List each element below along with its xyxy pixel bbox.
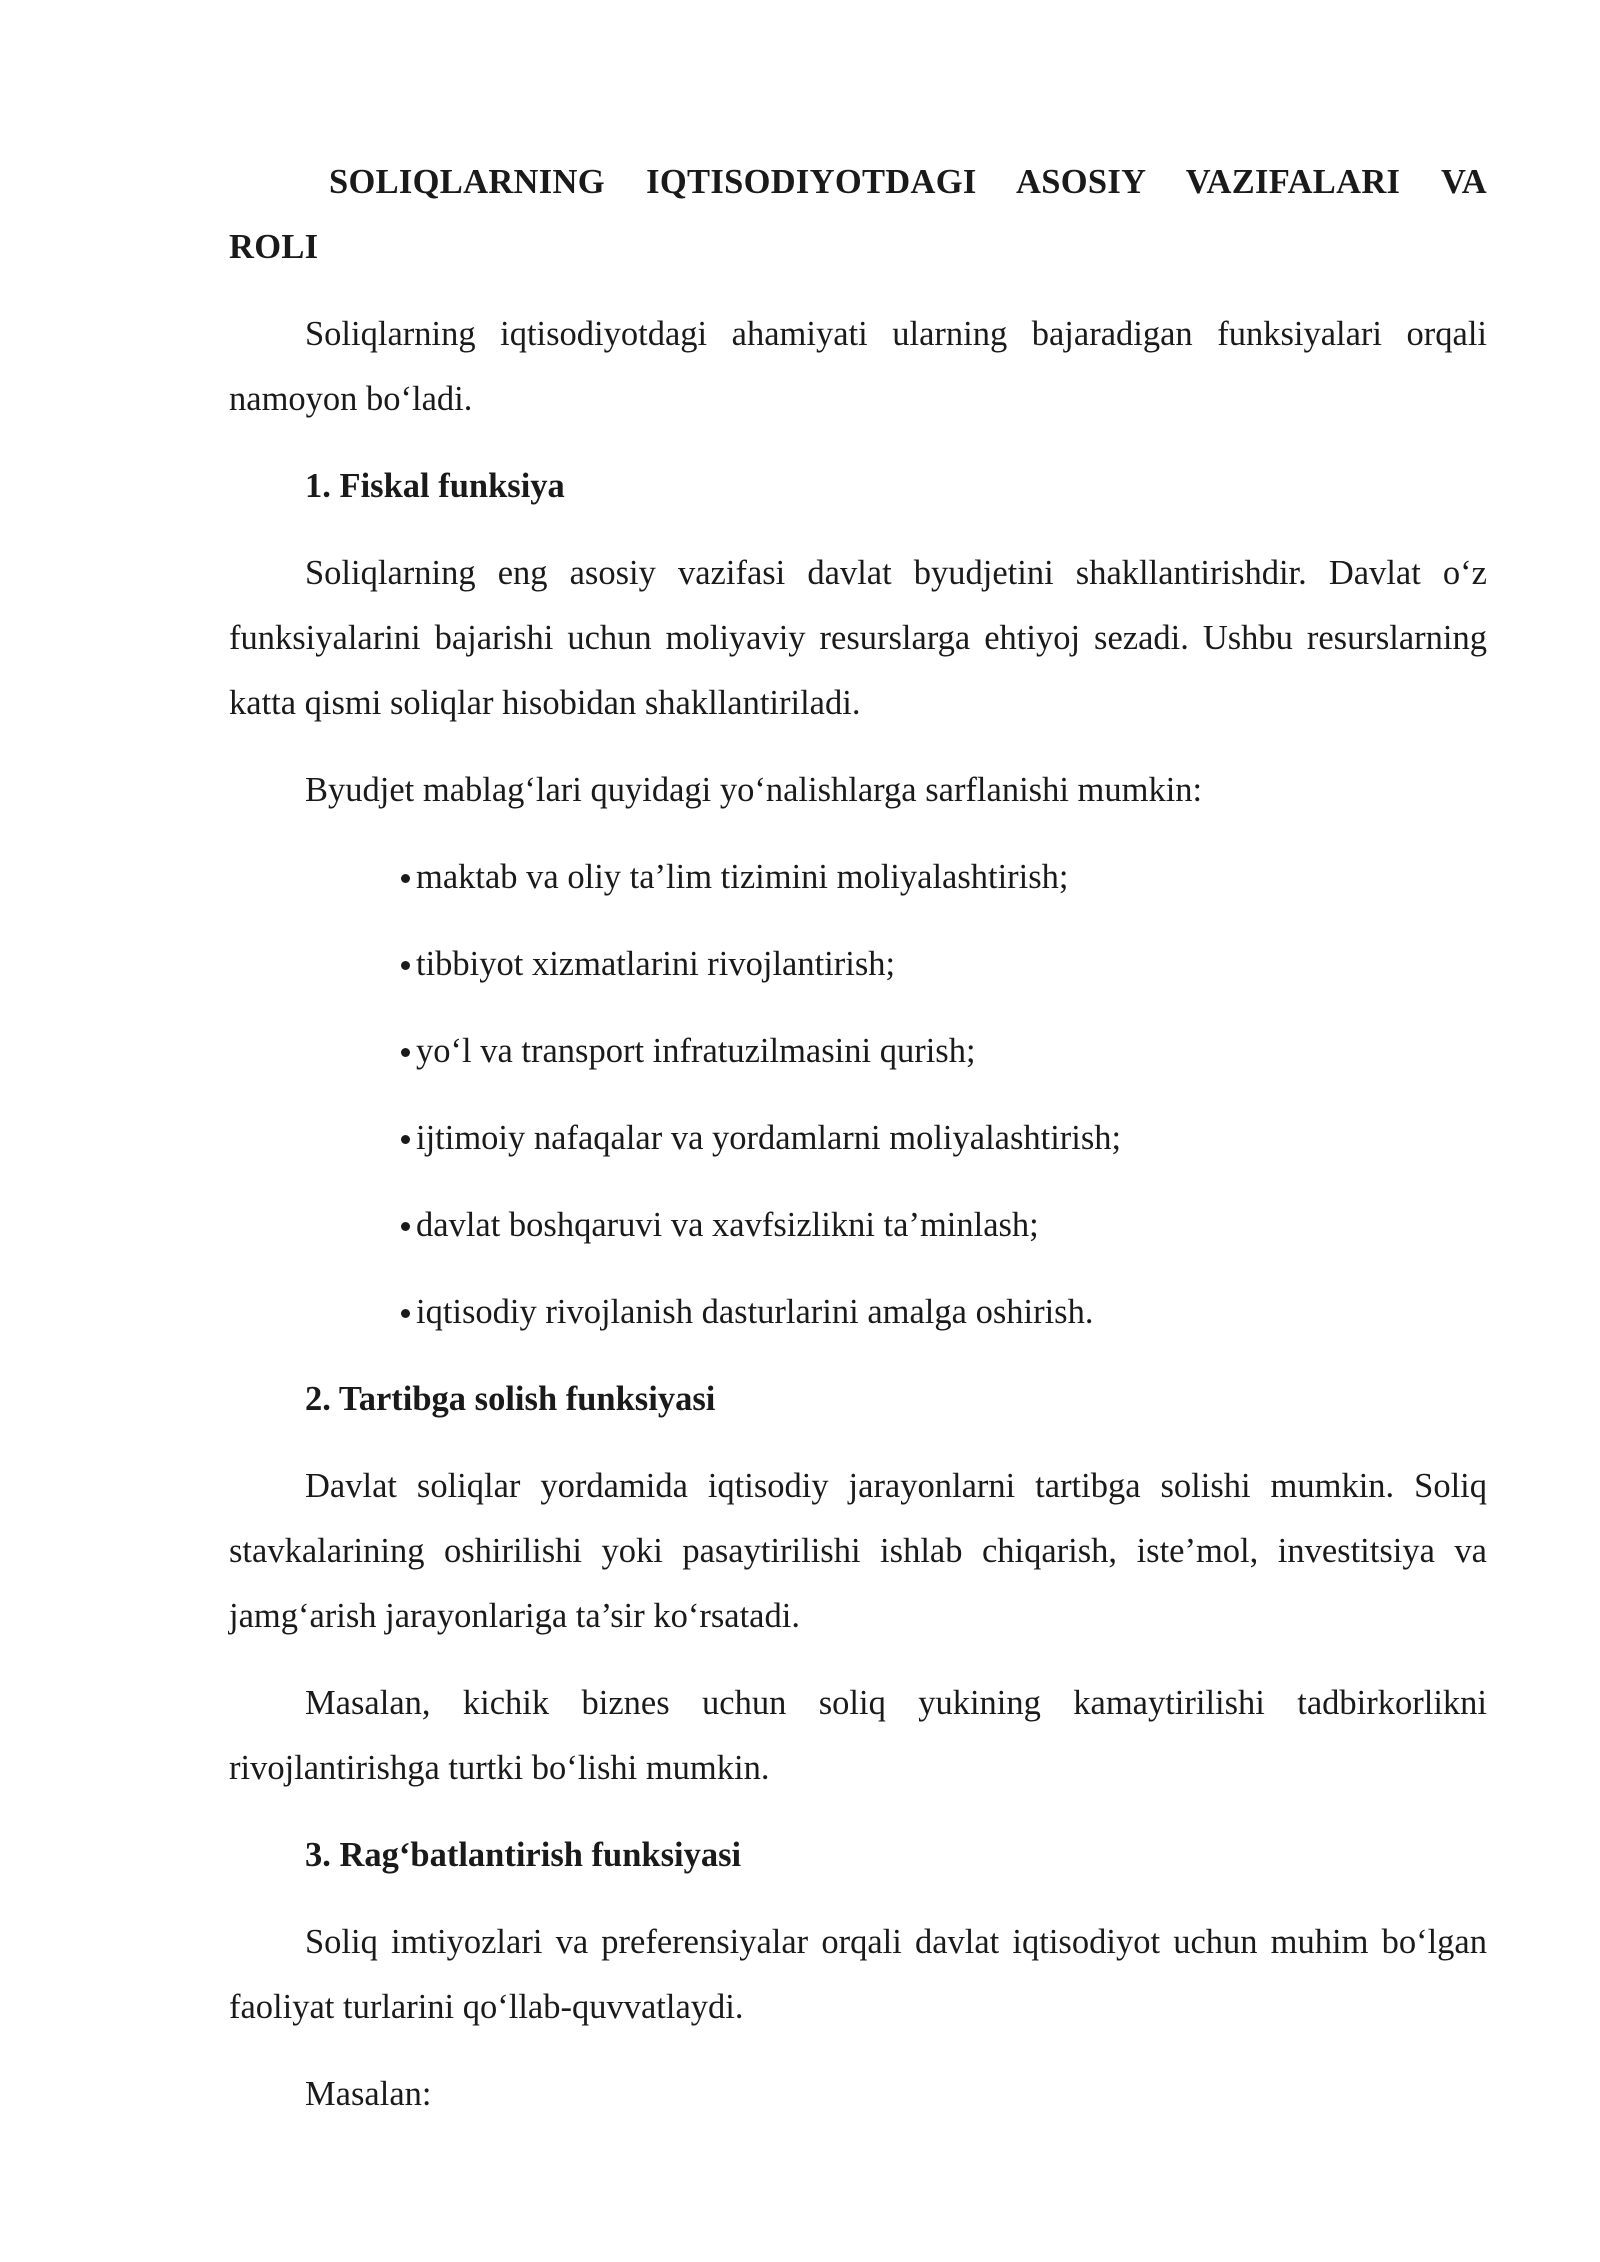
intro-paragraph: Soliqlarning iqtisodiyotdagi ahamiyati ularning bajaradigan funksiyalari orqali namoyon bo‘ladi. xyxy=(229,315,1487,418)
list-item-text: ijtimoiy nafaqalar va yordamlarni moliyalashtirish; xyxy=(416,1119,1122,1157)
list-item-text: tibbiyot xizmatlarini rivojlantirish; xyxy=(416,945,896,983)
bullet-icon xyxy=(401,1222,410,1231)
list-item-text: davlat boshqaruvi va xavfsizlikni ta’minlash; xyxy=(416,1206,1039,1244)
section-heading-fiscal: 1. Fiskal funksiya xyxy=(305,467,565,505)
bullet-icon xyxy=(401,1309,410,1318)
list-item xyxy=(229,1280,1487,1345)
incentive-example-paragraph: Masalan: xyxy=(305,2075,432,2113)
list-item xyxy=(229,932,1487,997)
document-title: SOLIQLARNING IQTISODIYOTDAGI ASOSIY VAZIFALARI VA ROLI xyxy=(229,163,1487,266)
list-item xyxy=(229,845,1487,910)
list-item xyxy=(229,1193,1487,1258)
regulatory-paragraph: Davlat soliqlar yordamida iqtisodiy jarayonlarni tartibga solishi mumkin. Soliq stavkalarining oshirilishi yoki pasaytirilishi ishlab chiqarish, iste’mol, investitsiya va jamg‘arish jarayonlariga ta’sir ko‘rsatadi. xyxy=(229,1467,1487,1635)
bullet-icon xyxy=(401,1135,410,1144)
incentive-paragraph: Soliq imtiyozlari va preferensiyalar orqali davlat iqtisodiyot uchun muhim bo‘lgan faoliyat turlarini qo‘llab-quvvatlaydi. xyxy=(229,1923,1487,2026)
bullet-icon xyxy=(401,1048,410,1057)
spending-list xyxy=(229,845,1487,1345)
list-item xyxy=(229,1019,1487,1084)
list-item xyxy=(229,1106,1487,1171)
list-item-text: iqtisodiy rivojlanish dasturlarini amalga oshirish. xyxy=(416,1293,1094,1331)
list-item-text: yo‘l va transport infratuzilmasini qurish; xyxy=(416,1032,976,1070)
fiscal-paragraph: Soliqlarning eng asosiy vazifasi davlat byudjetini shakllantirishdir. Davlat o‘z funksiyalarini bajarishi uchun moliyaviy resurslarga ehtiyoj sezadi. Ushbu resurslarning katta qismi soliqlar hisobidan shakllantiriladi. xyxy=(229,554,1487,722)
bullet-icon xyxy=(401,961,410,970)
budget-spending-paragraph: Byudjet mablag‘lari quyidagi yo‘nalishlarga sarflanishi mumkin: xyxy=(305,771,1203,809)
bullet-icon xyxy=(401,874,410,883)
section-heading-incentive: 3. Rag‘batlantirish funksiyasi xyxy=(305,1836,742,1874)
section-heading-regulatory: 2. Tartibga solish funksiyasi xyxy=(305,1380,716,1418)
document-page xyxy=(229,150,1487,2127)
list-item-text: maktab va oliy ta’lim tizimini moliyalashtirish; xyxy=(416,858,1069,896)
regulatory-example-paragraph: Masalan, kichik biznes uchun soliq yukining kamaytirilishi tadbirkorlikni rivojlantirishga turtki bo‘lishi mumkin. xyxy=(229,1684,1487,1787)
